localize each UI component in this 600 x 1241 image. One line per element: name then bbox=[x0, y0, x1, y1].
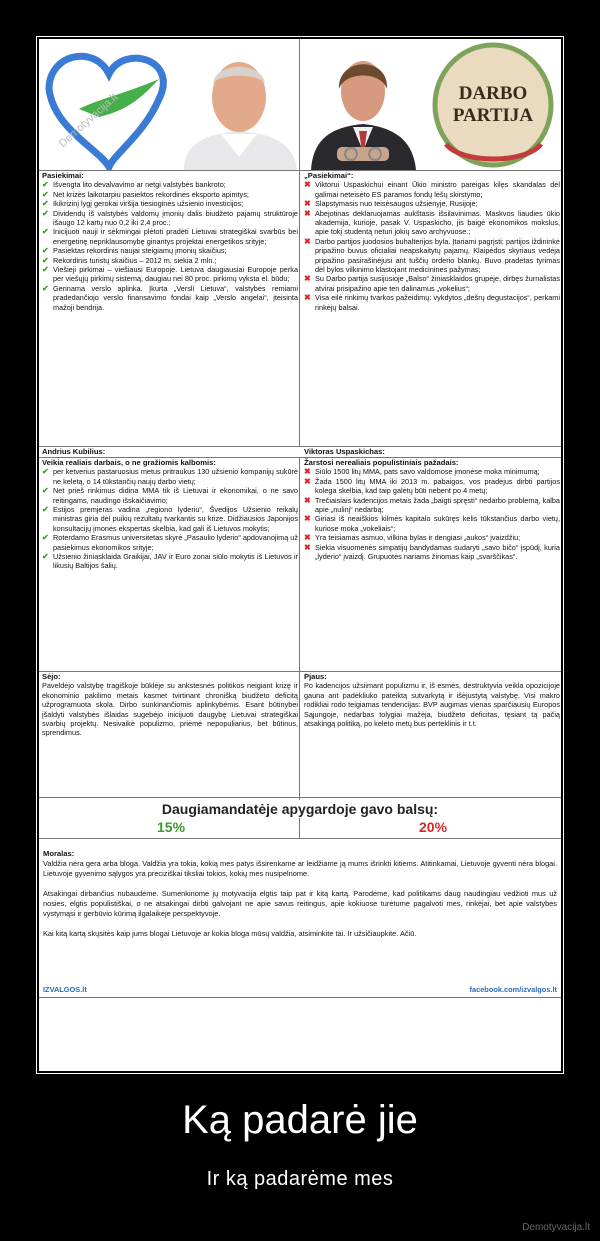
list-item bbox=[304, 533, 560, 542]
list-item bbox=[304, 199, 560, 208]
left-sowed-text: Paveldėjo valstybę tragiškoje būklėje su ankstesnės politikos neigiant krizę ir ekonominio pakilimo metais kasmet tvirtinant chronišką biudžeto deficitą užprogramuota skola. Dirbo sunkinančiomis aplinkybėmis. Esant būtinybei įšaldyti valstybės išlaidas sugebėjo inicijuoti daugybę Lietuvai strategiškai svarbių projektų. Nesivaikė populizmo, priėmė nepopuliarius, bet būtinus, sprendimus. bbox=[42, 681, 298, 738]
list-item bbox=[42, 486, 298, 505]
check-icon: ✔ bbox=[42, 208, 49, 218]
cross-icon: ✖ bbox=[304, 533, 311, 543]
badge-text-bottom: PARTIJA bbox=[452, 105, 534, 126]
check-icon: ✔ bbox=[42, 283, 49, 293]
list-item bbox=[304, 467, 560, 476]
list-item bbox=[304, 477, 560, 496]
badge-text-top: DARBO bbox=[458, 83, 528, 104]
list-item bbox=[304, 180, 560, 199]
check-icon: ✔ bbox=[42, 246, 49, 256]
caption-title: Ką padarė jie bbox=[182, 1098, 418, 1142]
site-watermark: Demotyvacija.lt bbox=[522, 1222, 590, 1233]
cross-icon: ✖ bbox=[304, 274, 311, 284]
cross-icon: ✖ bbox=[304, 495, 311, 505]
list-item-text: Siūlo 1500 litų MMA, pats savo valdomose įmonėse moka minimumą; bbox=[315, 467, 540, 477]
list-item-text: Viešieji pirkimai – viešiausi Europoje. Lietuva daugiausiai Europoje perka per viešųjų pirkimų sistemą, daugiau nei 80 proc. pirkimų vyksta el. būdu; bbox=[53, 265, 298, 284]
check-icon: ✔ bbox=[42, 227, 49, 237]
right-politician-name: Viktoras Uspaskichas: bbox=[304, 447, 385, 456]
right-reaped-text: Po kadencijos užsiimant populizmu ir, iš esmės, destruktyvia veikla opozicijoje gauna ant padėkliuko pateiktą sutvarkytą ir išėjustytą valstybę. Visi makro rodikliai rodo teigiamas tendencijas: BVP augimas vienas sparčiausių Europos Sąjungoje, nedarbas tolygiai mažėja, biudžeto deficitas, tęsiant tą pačią atsakingą politiką, po keleto metų bus perteklinis ir t.t. bbox=[304, 681, 560, 729]
list-item-text: Viktorui Uspaskichui einant Ūkio ministro pareigas kilęs skandalas dėl galimai neteisėto ES paramos fondų lėšų skirstymo; bbox=[315, 180, 560, 199]
list-item-text: Dividendų iš valstybės valdomų įmonių dalis biudžeto pajamų struktūroje išaugo 12 kartų nuo 0,2 iki 2,4 proc.; bbox=[53, 208, 298, 228]
names-row bbox=[39, 446, 561, 457]
list-item bbox=[42, 199, 298, 208]
list-item-text: Net krizės laikotarpiu pasiektos rekordinės eksporto apimtys; bbox=[53, 189, 249, 199]
right-achievements bbox=[304, 171, 560, 312]
left-politician-name: Andrius Kubilius: bbox=[42, 447, 106, 456]
cross-icon: ✖ bbox=[304, 293, 311, 303]
left-work bbox=[42, 458, 298, 571]
right-reaped bbox=[304, 672, 560, 728]
check-icon: ✔ bbox=[42, 265, 49, 275]
list-item-text: Inicijuoti nauji ir sėkmingai plėtoti pradėti Lietuvai strategiškai svarbūs bei energetinę nepriklausomybę ginantys projektai energetikos srityje; bbox=[53, 227, 298, 246]
list-item-text: Slapstymasis nuo teisėsaugos užsienyje, Rusijoje; bbox=[315, 199, 478, 209]
check-icon: ✔ bbox=[42, 486, 49, 496]
list-item-text: Trečiaisiais kadencijos metais žada „baigti spręsti“ nedarbo problemą, kalba apie „nulinį“ nedarbą; bbox=[315, 495, 560, 515]
list-item-text: per ketverius pastaruosius metus pritraukus 130 užsienio kompanijų sukūrė ne keletą, o 14 tūkstančių naujų darbo vietų; bbox=[53, 467, 298, 486]
left-work-header: Veikia realiais darbais, o ne gražiomis kalbomis: bbox=[42, 458, 216, 467]
right-vote-percent: 20% bbox=[419, 819, 448, 835]
footer-facebook-link[interactable]: facebook.com/izvalgos.lt bbox=[469, 985, 557, 994]
right-work-list bbox=[304, 467, 560, 561]
list-item-text: Gerinama verslo aplinka. Įkurta „Versli Lietuva“, valstybės remiami pradedančiojo verslo finansavimo fondai kaip „Verslo angelai“, įteisinta mažoji bendrija. bbox=[53, 283, 298, 312]
achievements-section bbox=[39, 170, 561, 444]
list-item bbox=[42, 227, 298, 246]
footer-rule bbox=[39, 997, 561, 998]
list-item-text: Estijos premjeras vadina „regiono lyderiu“, Švedijos Užsienio reikalų ministras giria dėl puikių rezultatų tvarkantis su krize. Didžiausios Japonijos konsultacijų įmonės ekspertas skelbia, kad gali iš Lietuvos mokytis; bbox=[53, 505, 298, 533]
left-achievements-list bbox=[42, 180, 298, 312]
list-item bbox=[304, 293, 560, 312]
list-item bbox=[304, 237, 560, 275]
list-item-text: Pasiektas rekordinis naujai steigiamų įmonių skaičius; bbox=[53, 246, 227, 256]
moral-paragraph-2: Atsakingai dirbančius nubaudėme. Sumenkinome jų motyvacija elgtis taip pat ir kitą kartą. Parodėme, kad politikams daug naudingiau vedžioti mus už nosies, elgtis populistiškai, o ne atsakingai dirbti galvojant ne apie savus reitingus, apie kokiuose turėtume pagalvoti mes, rinkėjai, bet apie valstybės vystymąsi ir gerbūvio kūrimą ilgalaikėje perspektyvoje. bbox=[43, 889, 557, 918]
check-icon: ✔ bbox=[42, 199, 49, 209]
check-icon: ✔ bbox=[42, 533, 49, 543]
left-achievements-header: Pasiekimai: bbox=[42, 171, 84, 180]
moral-block bbox=[43, 849, 557, 939]
list-item-text: Giriasi iš neaiškios kilmės kapitalo sukūręs kelis tūkstančius darbo vietų, kuriose moka „vokeliais“; bbox=[315, 514, 560, 533]
right-work-header: Žarstosi nerealiais populistiniais pažadais: bbox=[304, 458, 459, 467]
photo-row bbox=[39, 39, 561, 170]
list-item-text: Darbo partijos juodosios buhalterijos byla. Įtariami pagrįsti: partijos iždininkė pripažino buvus oficialiai neapskaitytų pajamų, Klaipėdos skyriaus vedėja pripažino pasirašinėjusi ant tuščių orderio blankų. Buvo pradėtas tyrimas dėl bylos vilkinimo klastojant medicinines pažymas; bbox=[315, 236, 560, 275]
moral-paragraph-1: Valdžia nėra gera arba bloga. Valdžia yra tokia, kokią mes patys išsirenkame ar leidžiame ją mums išrinkti kitiems. Atitinkamai, Lietuvoje gyventi nėra blogai. Lietuvoje gyvenimo sąlygos yra preciziškai tiksliai tokios, kokių mes nusipelnome. bbox=[43, 859, 557, 878]
results-section bbox=[39, 797, 561, 838]
list-item bbox=[42, 552, 298, 571]
outcome-divider bbox=[299, 672, 300, 800]
right-photo bbox=[301, 39, 561, 170]
list-item bbox=[304, 209, 560, 237]
list-item bbox=[42, 180, 298, 189]
list-item-text: Su Darbo partija susijusioje „Balso“ žiniasklaidos grupėje, dirbęs žurnalistas atvirai prisipažino apie ten dalinamus „vokelius“; bbox=[315, 274, 560, 293]
list-item bbox=[42, 467, 298, 486]
footer-links bbox=[43, 985, 557, 994]
list-item bbox=[42, 246, 298, 255]
cross-icon: ✖ bbox=[304, 476, 311, 486]
right-work bbox=[304, 458, 560, 561]
poster bbox=[39, 39, 561, 1071]
caption-subtitle: Ir ką padarėme mes bbox=[206, 1168, 394, 1190]
list-item bbox=[304, 543, 560, 562]
results-title: Daugiamandatėje apygardoje gavo balsų: bbox=[161, 801, 439, 817]
list-item bbox=[304, 274, 560, 293]
list-item-text: Roterdamo Erasmus universitetas skyrė „Pasaulio lyderio“ apdovanojimą už pasiekimus ekonomikos srityje; bbox=[53, 533, 298, 552]
left-vote-percent: 15% bbox=[157, 819, 186, 835]
list-item bbox=[42, 505, 298, 533]
check-icon: ✔ bbox=[42, 255, 49, 265]
left-photo bbox=[39, 39, 299, 170]
check-icon: ✔ bbox=[42, 505, 49, 515]
check-icon: ✔ bbox=[42, 189, 49, 199]
list-item-text: Visa eilė rinkimų tvarkos pažeidimų: vykdytos „dešrų degustacijos“, perkami rinkėjų balsai. bbox=[315, 293, 560, 312]
left-achievements bbox=[42, 171, 298, 312]
list-item-text: Siekia visuomenės simpatijų bandydamas sudaryti „savo bičo“ įspūdį, kuria „lyderio“ įvaizdį. Grupuotės nariams žinomas kaip „svarščikas“. bbox=[315, 542, 560, 562]
results-divider bbox=[299, 818, 300, 838]
list-item-text: Yra teisiamas asmuo, vilkina bylas ir dengiasi „aukos“ įvaizdžiu; bbox=[315, 533, 521, 543]
cross-icon: ✖ bbox=[304, 199, 311, 209]
list-item-text: Ikikrizinį lygį gerokai viršija tiesioginės užsienio investicijos; bbox=[53, 199, 244, 209]
right-reaped-header: Pjaus: bbox=[304, 672, 327, 681]
list-item-text: Žada 1500 litų MMA iki 2013 m. pabaigos, vos pradėjus dirbti partijos kolega skelbia, kad taip galėtų būti nebent po 4 metų; bbox=[315, 476, 560, 496]
list-item bbox=[42, 209, 298, 228]
cross-icon: ✖ bbox=[304, 542, 311, 552]
list-item bbox=[42, 533, 298, 552]
left-sowed bbox=[42, 672, 298, 738]
left-sowed-header: Sėjo: bbox=[42, 672, 61, 681]
check-icon: ✔ bbox=[42, 180, 49, 190]
list-item-text: Rekordinis turistų skaičius – 2012 m. siekia 2 mln.; bbox=[53, 255, 217, 265]
outcome-section bbox=[39, 671, 561, 800]
left-photo-art bbox=[39, 39, 299, 170]
list-item bbox=[42, 265, 298, 284]
cross-icon: ✖ bbox=[304, 514, 311, 524]
moral-section bbox=[39, 838, 561, 999]
right-photo-art bbox=[301, 39, 561, 170]
check-icon: ✔ bbox=[42, 552, 49, 562]
right-achievements-list bbox=[304, 180, 560, 312]
footer-site-link[interactable]: IZVALGOS.lt bbox=[43, 985, 87, 994]
work-section bbox=[39, 457, 561, 673]
list-item bbox=[42, 190, 298, 199]
photo-watermark: Demotyvacija.lt bbox=[56, 91, 121, 151]
moral-paragraph-3: Kai kitą kartą skųsitės kaip jums blogai Lietuvoje ar kokia bloga mūsų valdžia, atsiminkite tai. Ir užsičiaupkite. Ačiū. bbox=[43, 929, 417, 938]
list-item bbox=[304, 496, 560, 515]
cross-icon: ✖ bbox=[304, 467, 311, 477]
right-achievements-header: „Pasiekimai“: bbox=[304, 171, 354, 180]
left-work-list bbox=[42, 467, 298, 570]
cross-icon: ✖ bbox=[304, 236, 311, 246]
moral-header: Moralas: bbox=[43, 849, 75, 858]
check-icon: ✔ bbox=[42, 467, 49, 477]
list-item-text: Abejotinas deklaruojamas aukštasis išsilavinimas. Maskvos liaudies ūkio akademija, kurioje, pasak V. Uspaskicho, jis baigė ekonomikos mokslus, apie tokį studentą neturi jokių savo archyvuose.; bbox=[315, 208, 560, 237]
list-item-text: Išvengta lito devalvavimo ar netgi valstybės bankroto; bbox=[53, 180, 226, 190]
cross-icon: ✖ bbox=[304, 180, 311, 190]
list-item bbox=[304, 514, 560, 533]
list-item bbox=[42, 256, 298, 265]
list-item-text: Net prieš rinkimus didina MMA tik iš Lietuvai ir ekonomikai, o ne savo reitingams, naudingo išskaičiavimo; bbox=[53, 486, 298, 505]
list-item-text: Užsienio žiniasklaida Graikijai, JAV ir Euro zonai siūlo mokytis iš Lietuvos ir likusių Baltijos šalių. bbox=[53, 552, 298, 571]
list-item bbox=[42, 284, 298, 312]
cross-icon: ✖ bbox=[304, 208, 311, 218]
